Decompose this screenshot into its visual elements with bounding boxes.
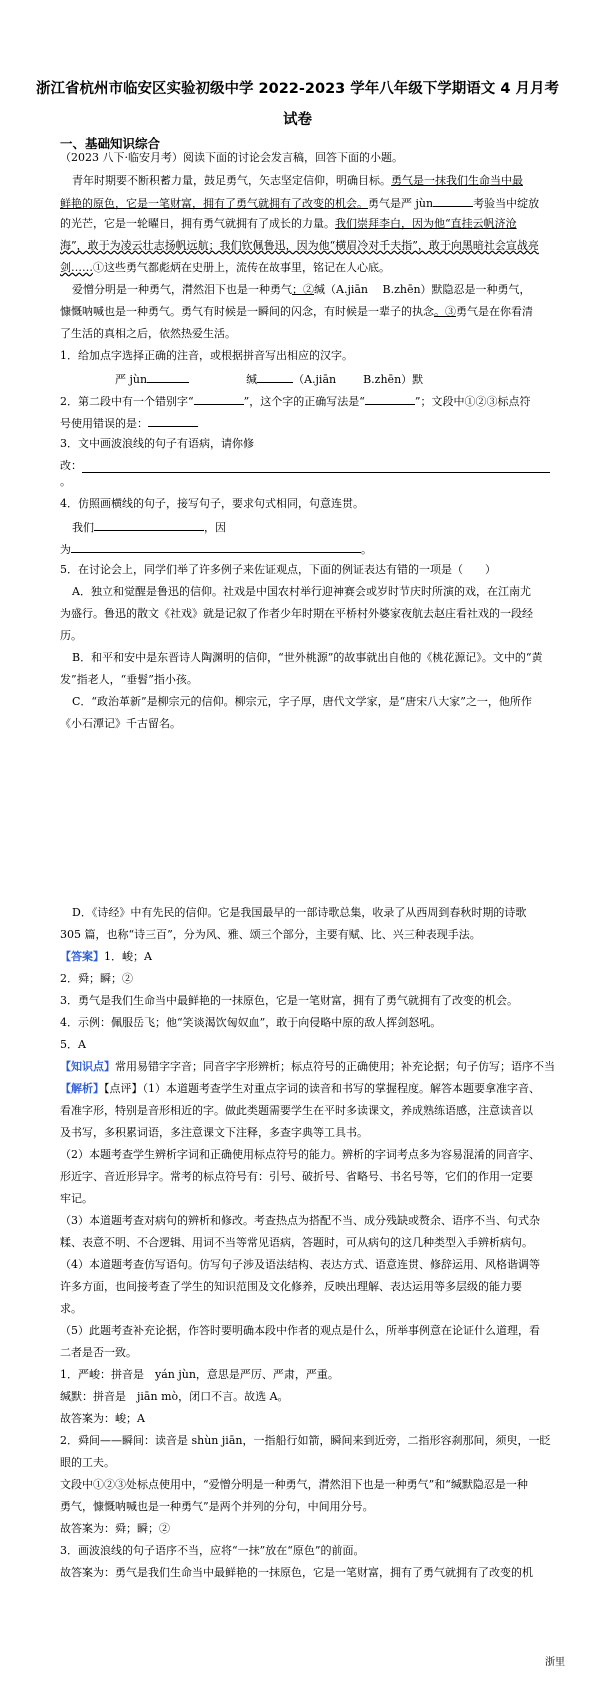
passage-text: 勇气是在你看清 — [456, 305, 533, 318]
intro-text: （2023 八下·临安月考）阅读下面的讨论会发言稿，回答下面的小题。 — [60, 151, 403, 164]
answer-line-1 — [60, 949, 152, 965]
question-3-prefix: 改： — [60, 459, 82, 472]
answer-line: 4．示例：佩服岳飞；他“笑谈渴饮匈奴血”，敢于向侵略中原的敌人挥剑怒吼。 — [60, 1016, 442, 1029]
answer-blank[interactable] — [365, 392, 415, 405]
answer-blank[interactable] — [433, 194, 473, 207]
question-2-cont — [60, 414, 198, 432]
passage-text: 考验当中绽放 — [473, 197, 540, 210]
question-text: ”；文段中①②③标点符 — [414, 395, 531, 408]
question-5: 5．在讨论会上，同学们举了许多例子来佐证观点，下面的例证表达有错的一项是（ ） — [60, 563, 496, 576]
analysis-line: 故答案为：勇气是我们生命当中最鲜艳的一抹原色，它是一笔财富，拥有了勇气就拥有了改变的机 — [60, 1566, 533, 1579]
analysis-line: 眼的工夫。 — [60, 1456, 115, 1469]
passage-line: 了生活的真相之后，依然热爱生活。 — [60, 327, 236, 340]
punctuation-mark: 。③ — [434, 305, 456, 318]
wavy-underlined-text: 剑…… — [60, 261, 93, 274]
question-4: 4．仿照画横线的句子，接写句子，要求句式相同，句意连贯。 — [60, 497, 364, 510]
option-a-line: A．独立和觉醒是鲁迅的信仰。社戏是中国农村举行迎神赛会或岁时节庆时所演的戏，在江南尤 — [72, 585, 531, 598]
option-c-line: C．“政治革新”是柳宗元的信仰。柳宗元，字子厚，唐代文学家，是“唐宋八大家”之一，他所作 — [72, 695, 532, 708]
page-footer: 浙里 — [545, 1657, 565, 1668]
passage-text: ①这些勇气都彪炳在史册上，流传在故事里，铭记在人心底。 — [93, 261, 390, 274]
answer-blank[interactable] — [194, 392, 244, 405]
question-4-line2 — [60, 540, 372, 558]
analysis-line: 许多方面，也间接考查了学生的知识范围及文化修养，反映出理解、表达运用等多层级的能力要 — [60, 1280, 522, 1293]
passage-text: 的光芒，它是一轮曜日，拥有勇气就拥有了成长的力量。 — [60, 217, 335, 230]
analysis-line: 糅、表意不明、不合逻辑、用词不当等常见语病，答题时，可从病句的这几种类型入手辨析病句。 — [60, 1236, 533, 1249]
question-text: 我们 — [72, 521, 94, 534]
question-3: 3．文中画波浪线的句子有语病，请你修 — [60, 437, 254, 450]
underlined-text: 勇气是一抹我们生命当中最 — [391, 174, 523, 187]
option-b-line: B．和平和安中是东晋诗人陶渊明的信仰，“世外桃源”的故事就出自他的《桃花源记》。文中的“黄 — [72, 651, 543, 664]
option-a-line: 为盛行。鲁迅的散文《社戏》就是记叙了作者少年时期在平桥村外婆家夜航去赵庄看社戏的一段经 — [60, 607, 533, 620]
knowledge-text: 常用易错字字音；同音字字形辨析；标点符号的正确使用；补充论据；句子仿写；语序不当 — [115, 1060, 555, 1073]
answer-blank[interactable] — [257, 370, 293, 383]
item-label: 严 jùn — [115, 373, 148, 386]
passage-line — [60, 238, 539, 254]
option-d-line: 305 篇，也称“诗三百”，分为风、雅、颂三个部分，主要有赋、比、兴三种表现手法。 — [60, 928, 481, 941]
answer-blank[interactable] — [71, 540, 361, 553]
underlined-text: 鲜艳的原色，它是一笔财富，拥有了勇气就拥有了改变的机会。 — [60, 197, 368, 210]
passage-text: 缄（A.jiān B.zhēn）默隐忍是一种勇气， — [314, 283, 531, 296]
analysis-line: 形近字、音近形异字。常考的标点符号有：引号、破折号、省略号、书名号等，它们的作用一定要 — [60, 1170, 533, 1183]
analysis-label: 【解析】 — [60, 1082, 104, 1095]
answer-text: 1．峻；A — [104, 950, 152, 963]
passage-text: 青年时期要不断积蓄力量，鼓足勇气，矢志坚定信仰，明确目标。 — [72, 174, 391, 187]
document-title-line2: 试卷 — [283, 112, 312, 128]
analysis-line: （5）此题考查补充论据，作答时要明确本段中作者的观点是什么，所举事例意在论证什么道理，看 — [60, 1324, 540, 1337]
answer-blank[interactable] — [94, 518, 204, 531]
passage-text: 勇气是严 jùn — [368, 197, 434, 210]
option-c-line: 《小石潭记》千古留名。 — [60, 717, 181, 730]
punctuation-mark: ；② — [292, 283, 314, 296]
analysis-line: 牢记。 — [60, 1192, 93, 1205]
question-text: 号使用错误的是： — [60, 417, 148, 430]
passage-line — [72, 173, 523, 189]
question-3-end: 。 — [60, 475, 71, 488]
question-1-items — [115, 370, 423, 388]
analysis-line: 求。 — [60, 1302, 82, 1315]
option-a-line: 历。 — [60, 629, 82, 642]
analysis-line: （4）本道题考查仿写语句。仿写句子涉及语法结构、表达方式、语意连贯、修辞运用、风格谐调等 — [60, 1258, 540, 1271]
question-4-line1 — [72, 518, 226, 536]
analysis-line: 文段中①②③处标点使用中，“爱憎分明是一种勇气，潸然泪下也是一种勇气”和“缄默隐忍是一种 — [60, 1478, 528, 1491]
answer-label: 【答案】 — [60, 950, 104, 963]
passage-line — [60, 194, 539, 212]
analysis-line: 缄默：拼音是 jiān mò，闭口不言。故选 A。 — [60, 1390, 289, 1403]
passage-line — [60, 260, 390, 276]
analysis-line — [60, 1081, 540, 1097]
question-text: 2．第二段中有一个错别字“ — [60, 395, 194, 408]
question-text: 为 — [60, 543, 71, 556]
analysis-line: 1．严峻：拼音是 yán jùn，意思是严厉、严肃，严重。 — [60, 1368, 339, 1381]
analysis-line: 看准字形，特别是音形相近的字。做此类题需要学生在平时多读课文，养成熟练语感，注意读音以 — [60, 1104, 533, 1117]
analysis-line: 二者是否一致。 — [60, 1346, 137, 1359]
passage-text: 爱憎分明是一种勇气，潸然泪下也是一种勇气 — [72, 283, 292, 296]
answer-line[interactable] — [82, 472, 550, 473]
passage-line — [60, 304, 533, 320]
item-label: B.zhēn）默 — [363, 373, 424, 386]
section-heading: 一、基础知识综合 — [60, 136, 161, 151]
analysis-line: 勇气，慷慨呐喊也是一种勇气”是两个并列的分句，中间用分号。 — [60, 1500, 374, 1513]
item-label: （A.jiān — [293, 373, 337, 386]
analysis-line: （2）本题考查学生辨析字词和正确使用标点符号的能力。辨析的字词考点多为容易混淆的同音字、 — [60, 1148, 540, 1161]
passage-line — [72, 282, 531, 298]
wavy-underlined-text: 海”，敢于为凌云壮志扬帆远航；我们钦佩鲁迅，因为他“横眉冷对千夫指”，敢于向黑暗社会宣战亮 — [60, 239, 539, 252]
question-1: 1．给加点字选择正确的注音，或根据拼音写出相应的汉字。 — [60, 349, 353, 362]
analysis-text: 【点评】（1）本道题考查学生对重点字词的读音和书写的掌握程度。解答本题要拿准字音、 — [104, 1082, 540, 1095]
knowledge-label: 【知识点】 — [60, 1060, 115, 1073]
knowledge-points — [60, 1059, 555, 1075]
analysis-line: 3．画波浪线的句子语序不当，应将“一抹”放在“原色”的前面。 — [60, 1544, 365, 1557]
passage-line — [60, 216, 517, 232]
analysis-line: 及书写，多积累词语，多注意课文下注释，多查字典等工具书。 — [60, 1126, 368, 1139]
passage-text: 慷慨呐喊也是一种勇气。勇气有时候是一瞬间的闪念，有时候是一辈子的执念 — [60, 305, 434, 318]
question-text: ”，这个字的正确写法是“ — [243, 395, 365, 408]
underlined-text: 我们崇拜李白，因为他“直挂云帆济沧 — [335, 217, 517, 230]
question-2 — [60, 392, 531, 410]
item-label: 缄 — [246, 373, 258, 386]
answer-blank[interactable] — [148, 414, 198, 427]
analysis-line: 2．舜间——瞬间：读音是 shùn jiān，一指船行如箭，瞬间来到近旁，二指形容刹那间，须臾，一眨 — [60, 1434, 551, 1447]
analysis-line: 故答案为：舜；瞬；② — [60, 1522, 170, 1535]
analysis-line: （3）本道题考查对病句的辨析和修改。考查热点为搭配不当、成分残缺或赘余、语序不当、句式杂 — [60, 1214, 540, 1227]
question-text: ，因 — [204, 521, 226, 534]
answer-blank[interactable] — [147, 370, 189, 383]
answer-line: 2．舜；瞬；② — [60, 972, 133, 985]
document-title-line1: 浙江省杭州市临安区实验初级中学 2022-2023 学年八年级下学期语文 4 月月考 — [35, 81, 559, 97]
answer-line: 5．A — [60, 1038, 86, 1051]
question-text: 。 — [361, 543, 372, 556]
answer-line: 3．勇气是我们生命当中最鲜艳的一抹原色，它是一笔财富，拥有了勇气就拥有了改变的机会。 — [60, 994, 518, 1007]
option-d-line: D．《诗经》中有先民的信仰。它是我国最早的一部诗歌总集，收录了从西周到春秋时期的诗歌 — [72, 906, 527, 919]
analysis-line: 故答案为：峻；A — [60, 1412, 145, 1425]
option-b-line: 发”指老人，“垂髫”指小孩。 — [60, 673, 198, 686]
